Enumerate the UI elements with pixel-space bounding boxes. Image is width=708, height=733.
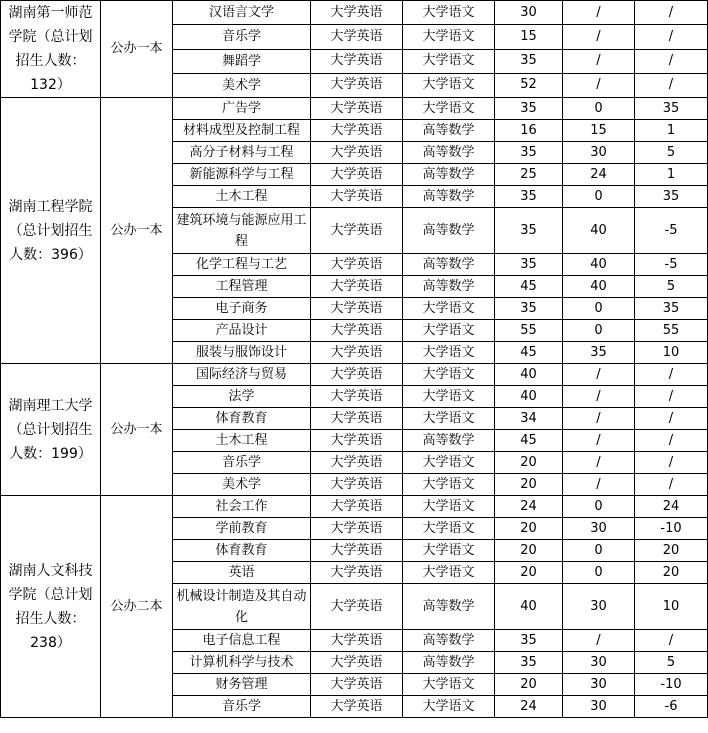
plan-count-cell: 40 xyxy=(495,364,563,386)
plan-count-cell: 20 xyxy=(495,562,563,584)
subject1-cell: 大学英语 xyxy=(311,98,403,120)
value-b-cell: 55 xyxy=(635,320,708,342)
value-b-cell: 5 xyxy=(635,142,708,164)
value-a-cell: 0 xyxy=(563,186,635,208)
subject1-cell: 大学英语 xyxy=(311,73,403,97)
subject2-cell: 大学语文 xyxy=(403,452,495,474)
plan-count-cell: 20 xyxy=(495,674,563,696)
plan-count-cell: 35 xyxy=(495,49,563,73)
value-b-cell: 35 xyxy=(635,298,708,320)
major-cell: 计算机科学与技术 xyxy=(173,652,311,674)
major-cell: 机械设计制造及其自动化 xyxy=(173,584,311,630)
school-type-cell: 公办二本 xyxy=(101,496,173,718)
subject1-cell: 大学英语 xyxy=(311,386,403,408)
major-cell: 财务管理 xyxy=(173,674,311,696)
subject2-cell: 大学语文 xyxy=(403,474,495,496)
value-b-cell: -10 xyxy=(635,518,708,540)
value-a-cell: / xyxy=(563,25,635,49)
school-name-cell: 湖南工程学院（总计划招生人数：396） xyxy=(1,98,101,364)
major-cell: 高分子材料与工程 xyxy=(173,142,311,164)
plan-count-cell: 35 xyxy=(495,208,563,254)
major-cell: 建筑环境与能源应用工程 xyxy=(173,208,311,254)
plan-count-cell: 52 xyxy=(495,73,563,97)
subject1-cell: 大学英语 xyxy=(311,518,403,540)
plan-count-cell: 16 xyxy=(495,120,563,142)
subject1-cell: 大学英语 xyxy=(311,1,403,25)
plan-count-cell: 45 xyxy=(495,276,563,298)
subject2-cell: 高等数学 xyxy=(403,630,495,652)
value-a-cell: 0 xyxy=(563,320,635,342)
school-name-cell: 湖南理工大学（总计划招生人数：199） xyxy=(1,364,101,496)
subject2-cell: 大学语文 xyxy=(403,25,495,49)
subject2-cell: 大学语文 xyxy=(403,496,495,518)
subject1-cell: 大学英语 xyxy=(311,49,403,73)
plan-count-cell: 35 xyxy=(495,254,563,276)
value-a-cell: / xyxy=(563,452,635,474)
subject2-cell: 大学语文 xyxy=(403,98,495,120)
subject2-cell: 大学语文 xyxy=(403,674,495,696)
value-b-cell: / xyxy=(635,25,708,49)
value-a-cell: / xyxy=(563,73,635,97)
value-a-cell: 30 xyxy=(563,518,635,540)
subject1-cell: 大学英语 xyxy=(311,208,403,254)
subject2-cell: 大学语文 xyxy=(403,408,495,430)
plan-count-cell: 20 xyxy=(495,452,563,474)
value-b-cell: -10 xyxy=(635,674,708,696)
subject1-cell: 大学英语 xyxy=(311,496,403,518)
subject2-cell: 高等数学 xyxy=(403,652,495,674)
major-cell: 产品设计 xyxy=(173,320,311,342)
plan-count-cell: 20 xyxy=(495,518,563,540)
subject2-cell: 高等数学 xyxy=(403,208,495,254)
value-a-cell: 30 xyxy=(563,674,635,696)
major-cell: 工程管理 xyxy=(173,276,311,298)
value-a-cell: 30 xyxy=(563,142,635,164)
value-b-cell: / xyxy=(635,474,708,496)
subject2-cell: 大学语文 xyxy=(403,562,495,584)
school-name-cell: 湖南第一师范学院（总计划招生人数：132） xyxy=(1,1,101,98)
major-cell: 电子商务 xyxy=(173,298,311,320)
major-cell: 英语 xyxy=(173,562,311,584)
value-a-cell: 0 xyxy=(563,496,635,518)
major-cell: 广告学 xyxy=(173,98,311,120)
subject1-cell: 大学英语 xyxy=(311,430,403,452)
plan-count-cell: 35 xyxy=(495,630,563,652)
value-b-cell: / xyxy=(635,452,708,474)
plan-count-cell: 35 xyxy=(495,186,563,208)
plan-count-cell: 45 xyxy=(495,342,563,364)
subject2-cell: 大学语文 xyxy=(403,364,495,386)
major-cell: 新能源科学与工程 xyxy=(173,164,311,186)
school-type-cell: 公办一本 xyxy=(101,364,173,496)
value-a-cell: / xyxy=(563,474,635,496)
subject2-cell: 大学语文 xyxy=(403,73,495,97)
subject2-cell: 大学语文 xyxy=(403,518,495,540)
plan-count-cell: 35 xyxy=(495,298,563,320)
plan-count-cell: 24 xyxy=(495,496,563,518)
value-b-cell: 35 xyxy=(635,98,708,120)
major-cell: 美术学 xyxy=(173,474,311,496)
value-a-cell: / xyxy=(563,364,635,386)
subject1-cell: 大学英语 xyxy=(311,540,403,562)
value-b-cell: / xyxy=(635,630,708,652)
subject1-cell: 大学英语 xyxy=(311,342,403,364)
subject2-cell: 高等数学 xyxy=(403,164,495,186)
plan-count-cell: 24 xyxy=(495,696,563,718)
subject1-cell: 大学英语 xyxy=(311,164,403,186)
value-a-cell: 0 xyxy=(563,562,635,584)
major-cell: 国际经济与贸易 xyxy=(173,364,311,386)
value-b-cell: 20 xyxy=(635,540,708,562)
value-a-cell: 0 xyxy=(563,98,635,120)
major-cell: 音乐学 xyxy=(173,25,311,49)
value-b-cell: 35 xyxy=(635,186,708,208)
value-a-cell: 0 xyxy=(563,298,635,320)
value-a-cell: / xyxy=(563,49,635,73)
major-cell: 材料成型及控制工程 xyxy=(173,120,311,142)
subject1-cell: 大学英语 xyxy=(311,120,403,142)
value-b-cell: 20 xyxy=(635,562,708,584)
subject2-cell: 大学语文 xyxy=(403,1,495,25)
table-row xyxy=(1,98,708,120)
school-name-cell: 湖南人文科技学院（总计划招生人数：238） xyxy=(1,496,101,718)
subject2-cell: 大学语文 xyxy=(403,298,495,320)
value-b-cell: 10 xyxy=(635,342,708,364)
value-b-cell: / xyxy=(635,49,708,73)
major-cell: 化学工程与工艺 xyxy=(173,254,311,276)
major-cell: 体育教育 xyxy=(173,408,311,430)
value-b-cell: 24 xyxy=(635,496,708,518)
major-cell: 美术学 xyxy=(173,73,311,97)
value-a-cell: 15 xyxy=(563,120,635,142)
table-row xyxy=(1,1,708,25)
school-type-cell: 公办一本 xyxy=(101,1,173,98)
major-cell: 音乐学 xyxy=(173,696,311,718)
plan-count-cell: 40 xyxy=(495,584,563,630)
value-b-cell: / xyxy=(635,386,708,408)
value-b-cell: 10 xyxy=(635,584,708,630)
subject1-cell: 大学英语 xyxy=(311,652,403,674)
value-b-cell: / xyxy=(635,73,708,97)
subject2-cell: 大学语文 xyxy=(403,540,495,562)
value-b-cell: / xyxy=(635,408,708,430)
major-cell: 舞蹈学 xyxy=(173,49,311,73)
subject1-cell: 大学英语 xyxy=(311,25,403,49)
subject1-cell: 大学英语 xyxy=(311,562,403,584)
value-a-cell: 0 xyxy=(563,540,635,562)
major-cell: 音乐学 xyxy=(173,452,311,474)
value-a-cell: 40 xyxy=(563,276,635,298)
major-cell: 汉语言文学 xyxy=(173,1,311,25)
major-cell: 土木工程 xyxy=(173,186,311,208)
subject1-cell: 大学英语 xyxy=(311,584,403,630)
subject1-cell: 大学英语 xyxy=(311,474,403,496)
subject1-cell: 大学英语 xyxy=(311,408,403,430)
subject1-cell: 大学英语 xyxy=(311,696,403,718)
plan-count-cell: 20 xyxy=(495,474,563,496)
value-b-cell: 5 xyxy=(635,652,708,674)
value-a-cell: / xyxy=(563,630,635,652)
major-cell: 社会工作 xyxy=(173,496,311,518)
value-b-cell: / xyxy=(635,1,708,25)
subject2-cell: 高等数学 xyxy=(403,120,495,142)
subject2-cell: 高等数学 xyxy=(403,584,495,630)
plan-count-cell: 25 xyxy=(495,164,563,186)
value-a-cell: / xyxy=(563,408,635,430)
value-b-cell: 5 xyxy=(635,276,708,298)
subject1-cell: 大学英语 xyxy=(311,452,403,474)
value-a-cell: 30 xyxy=(563,696,635,718)
subject2-cell: 高等数学 xyxy=(403,186,495,208)
table-row xyxy=(1,364,708,386)
subject1-cell: 大学英语 xyxy=(311,630,403,652)
major-cell: 学前教育 xyxy=(173,518,311,540)
subject2-cell: 大学语文 xyxy=(403,386,495,408)
value-a-cell: 30 xyxy=(563,584,635,630)
subject2-cell: 大学语文 xyxy=(403,49,495,73)
plan-count-cell: 34 xyxy=(495,408,563,430)
subject1-cell: 大学英语 xyxy=(311,364,403,386)
value-b-cell: -5 xyxy=(635,208,708,254)
value-a-cell: 40 xyxy=(563,208,635,254)
subject1-cell: 大学英语 xyxy=(311,276,403,298)
value-b-cell: / xyxy=(635,430,708,452)
plan-count-cell: 35 xyxy=(495,98,563,120)
value-b-cell: -5 xyxy=(635,254,708,276)
plan-count-cell: 45 xyxy=(495,430,563,452)
value-b-cell: / xyxy=(635,364,708,386)
plan-count-cell: 30 xyxy=(495,1,563,25)
subject2-cell: 大学语文 xyxy=(403,342,495,364)
table-row xyxy=(1,496,708,518)
value-a-cell: / xyxy=(563,386,635,408)
value-a-cell: / xyxy=(563,430,635,452)
plan-count-cell: 20 xyxy=(495,540,563,562)
plan-count-cell: 55 xyxy=(495,320,563,342)
plan-count-cell: 15 xyxy=(495,25,563,49)
value-b-cell: 1 xyxy=(635,120,708,142)
school-type-cell: 公办一本 xyxy=(101,98,173,364)
subject2-cell: 大学语文 xyxy=(403,320,495,342)
value-b-cell: 1 xyxy=(635,164,708,186)
value-a-cell: 40 xyxy=(563,254,635,276)
subject2-cell: 高等数学 xyxy=(403,142,495,164)
plan-count-cell: 35 xyxy=(495,652,563,674)
major-cell: 土木工程 xyxy=(173,430,311,452)
plan-count-cell: 40 xyxy=(495,386,563,408)
subject1-cell: 大学英语 xyxy=(311,186,403,208)
value-a-cell: 24 xyxy=(563,164,635,186)
subject1-cell: 大学英语 xyxy=(311,674,403,696)
major-cell: 服装与服饰设计 xyxy=(173,342,311,364)
subject2-cell: 高等数学 xyxy=(403,276,495,298)
subject1-cell: 大学英语 xyxy=(311,142,403,164)
major-cell: 法学 xyxy=(173,386,311,408)
value-b-cell: -6 xyxy=(635,696,708,718)
subject1-cell: 大学英语 xyxy=(311,298,403,320)
subject2-cell: 高等数学 xyxy=(403,430,495,452)
plan-count-cell: 35 xyxy=(495,142,563,164)
value-a-cell: 30 xyxy=(563,652,635,674)
major-cell: 电子信息工程 xyxy=(173,630,311,652)
subject1-cell: 大学英语 xyxy=(311,254,403,276)
subject2-cell: 大学语文 xyxy=(403,696,495,718)
value-a-cell: / xyxy=(563,1,635,25)
value-a-cell: 35 xyxy=(563,342,635,364)
subject1-cell: 大学英语 xyxy=(311,320,403,342)
major-cell: 体育教育 xyxy=(173,540,311,562)
subject2-cell: 高等数学 xyxy=(403,254,495,276)
